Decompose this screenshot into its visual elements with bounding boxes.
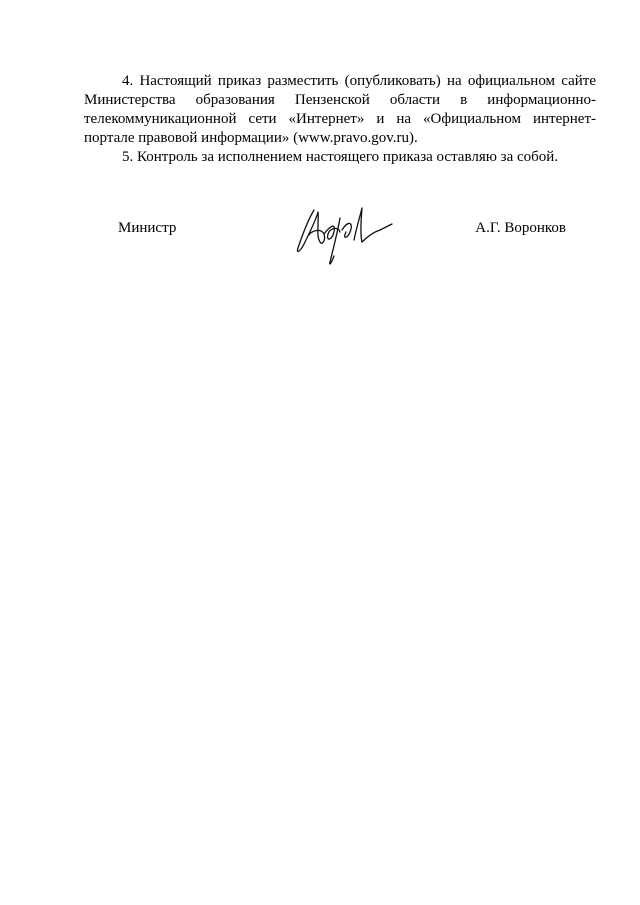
handwritten-signature-icon	[290, 200, 395, 270]
document-body	[84, 72, 596, 167]
paragraph-item-4: 4. Настоящий приказ разместить (опубликовать) на официальном сайте Министерства образования Пензенской области в информационно-телекоммуникационной сети «Интернет» и на «Официальном интернет-портале правовой информации» (www.pravo.gov.ru).	[84, 73, 596, 146]
paragraph-item-5: 5. Контроль за исполнением настоящего приказа оставляю за собой.	[122, 149, 559, 165]
signatory-name: А.Г. Воронков	[475, 220, 566, 236]
signature-block	[0, 200, 640, 280]
signatory-title: Министр	[118, 220, 177, 236]
